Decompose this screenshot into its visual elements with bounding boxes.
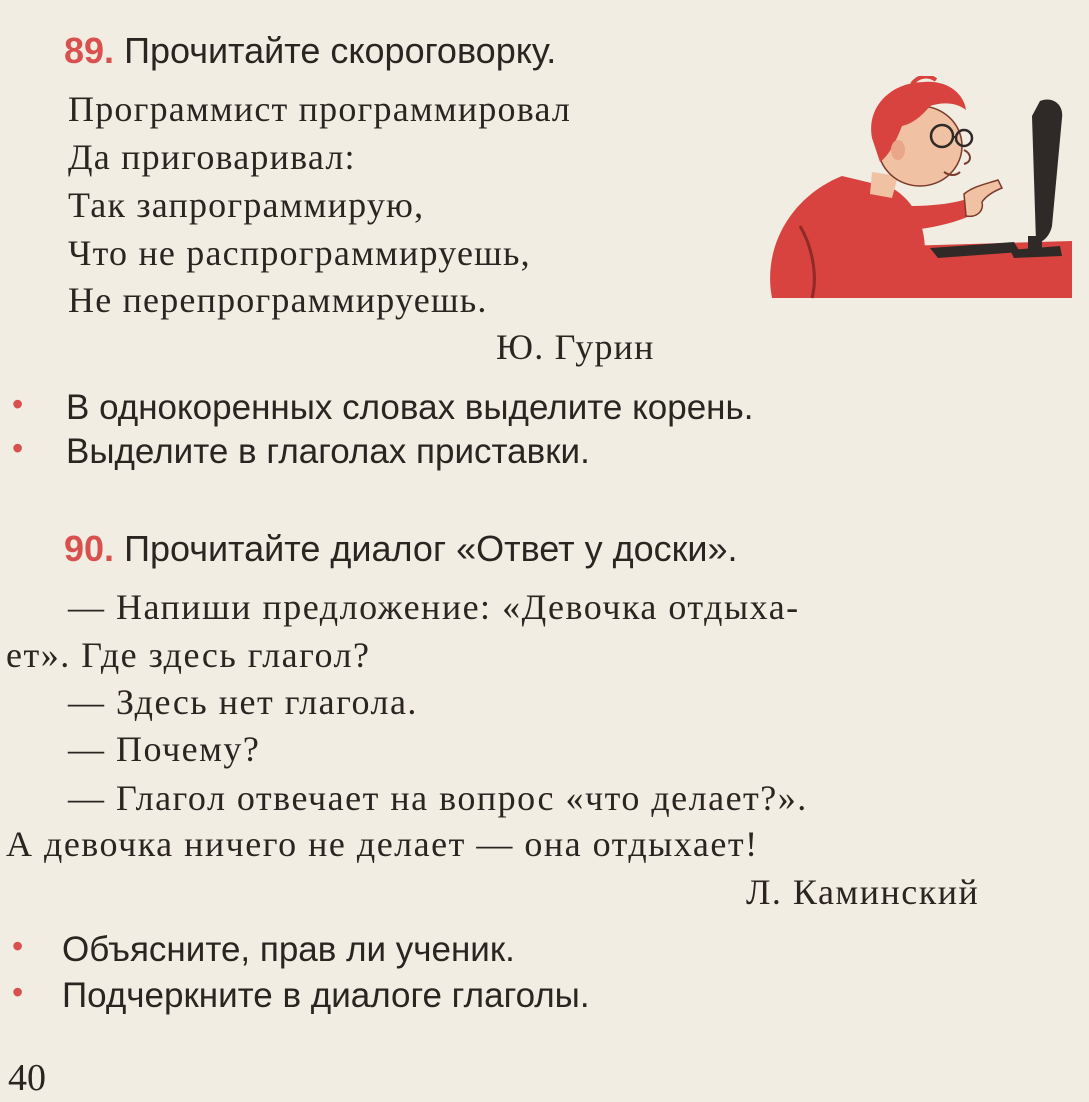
poem-line-3: Так запрограммирую, bbox=[68, 185, 425, 225]
poem-line-2: Да приговаривал: bbox=[68, 137, 356, 177]
dialog-line-5: — Глагол отвечает на вопрос «что делает?». bbox=[68, 778, 808, 818]
task-90-bullet-1: Объясните, прав ли ученик. bbox=[62, 930, 515, 969]
page-number: 40 bbox=[8, 1057, 46, 1099]
poem-line-1: Программист программировал bbox=[68, 89, 572, 129]
task-90-instruction: Прочитайте диалог «Ответ у доски». bbox=[124, 528, 738, 569]
dialog-line-1: — Напиши предложение: «Девочка отдыха- bbox=[68, 587, 800, 627]
task-90-number: 90. bbox=[64, 528, 115, 569]
task-89-instruction: Прочитайте скороговорку. bbox=[124, 30, 557, 71]
poem-author: Ю. Гурин bbox=[496, 327, 655, 367]
bullet-dot-icon: • bbox=[12, 430, 24, 466]
dialog-line-3: — Здесь нет глагола. bbox=[68, 682, 418, 722]
task-90-bullet-2: Подчеркните в диалоге глаголы. bbox=[62, 976, 590, 1015]
programmer-illustration bbox=[752, 76, 1072, 304]
dialog-line-4: — Почему? bbox=[68, 729, 261, 769]
task-89-heading bbox=[64, 30, 556, 72]
bullet-dot-icon: • bbox=[12, 386, 24, 422]
dialog-author: Л. Каминский bbox=[746, 872, 980, 912]
task-89-number: 89. bbox=[64, 30, 115, 71]
bullet-dot-icon: • bbox=[12, 928, 24, 964]
poem-line-4: Что не распрограммируешь, bbox=[68, 233, 531, 273]
bullet-dot-icon: • bbox=[12, 974, 24, 1010]
poem-line-5: Не перепрограммируешь. bbox=[68, 280, 488, 320]
dialog-line-2: ет». Где здесь глагол? bbox=[6, 635, 371, 675]
dialog-line-6: А девочка ничего не делает — она отдыхает! bbox=[6, 824, 759, 864]
task-89-bullet-1: В однокоренных словах выделите корень. bbox=[66, 388, 754, 427]
task-89-bullet-2: Выделите в глаголах приставки. bbox=[66, 432, 590, 471]
task-90-heading bbox=[64, 528, 738, 570]
